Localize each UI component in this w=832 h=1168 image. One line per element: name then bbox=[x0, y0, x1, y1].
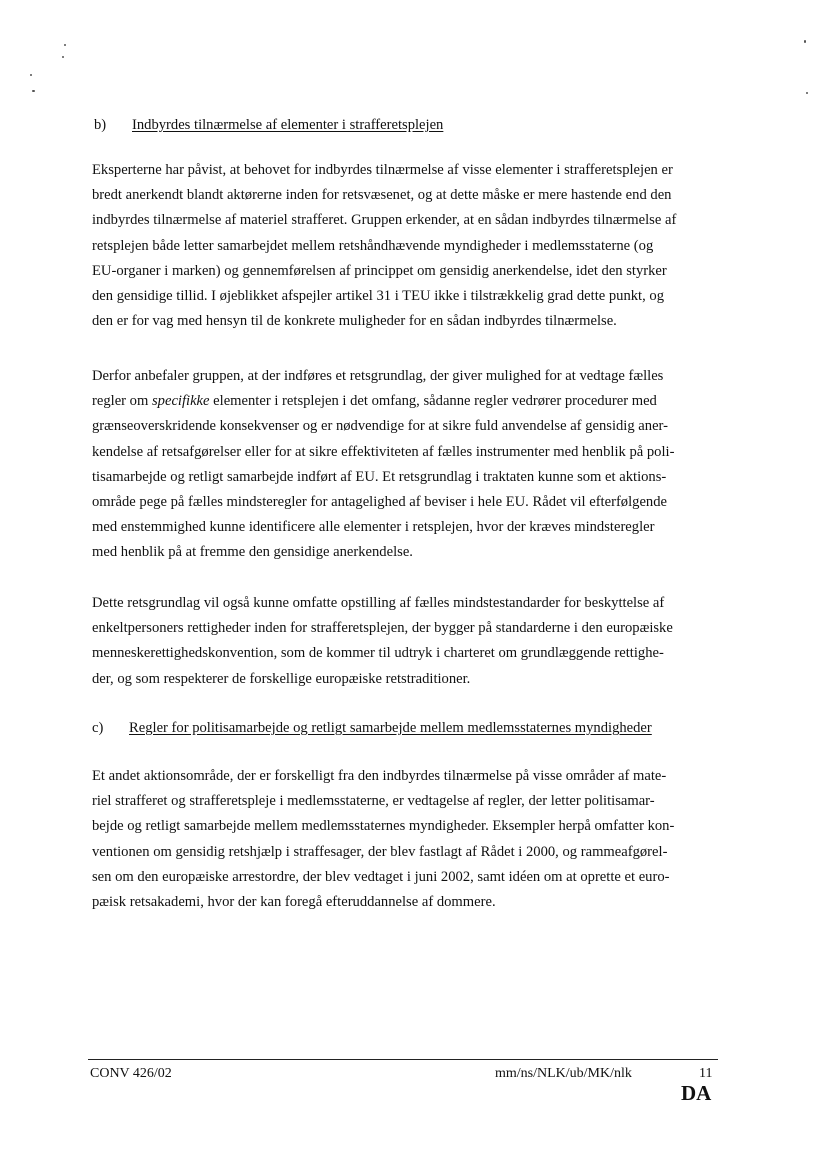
text-line: kendelse af retsafgørelser eller for at sikre effektiviteten af fælles instrumenter med henblik på poli- bbox=[92, 443, 675, 460]
scan-speck bbox=[62, 56, 64, 58]
section-b-paragraph-3 bbox=[92, 591, 740, 692]
text-line: Dette retsgrundlag vil også kunne omfatte opstilling af fælles mindstestandarder for beskyttelse af bbox=[92, 595, 665, 611]
section-c-number: c) bbox=[92, 720, 104, 736]
scan-speck bbox=[806, 92, 808, 94]
text-fragment: elementer i retsplejen i det omfang, sådanne regler vedrører procedurer med bbox=[213, 393, 657, 410]
footer-doc-ref: CONV 426/02 bbox=[90, 1066, 172, 1081]
text-line: Et andet aktionsområde, der er forskelligt fra den indbyrdes tilnærmelse på visse områder af mate- bbox=[92, 768, 667, 784]
text-line: pæisk retsakademi, hvor der kan foregå efteruddannelse af dommere. bbox=[92, 894, 496, 911]
section-b-paragraph-1 bbox=[92, 158, 740, 334]
section-c-title: Regler for politisamarbejde og retligt samarbejde mellem medlemsstaternes myndigheder bbox=[129, 720, 652, 736]
text-line: område pege på fælles mindsteregler for antagelighed af beviser i hele EU. Rådet vil efterfølgende bbox=[92, 494, 668, 511]
scan-speck bbox=[804, 40, 806, 43]
footer-page-number: 11 bbox=[699, 1066, 713, 1081]
scan-speck bbox=[30, 74, 32, 76]
scan-speck bbox=[32, 90, 35, 92]
text-line: retsplejen både letter samarbejdet mellem retshåndhævende myndigheder i medlemsstaterne (og bbox=[92, 237, 654, 254]
text-line: den er for vag med hensyn til de konkrete muligheder for en sådan indbyrdes tilnærmelse. bbox=[92, 313, 617, 330]
text-line: den gensidige tillid. I øjeblikket afspejler artikel 31 i TEU ikke i tilstrækkelig grad dette punkt, og bbox=[92, 288, 665, 305]
text-line: der, og som respekterer de forskellige europæiske retstraditioner. bbox=[92, 670, 471, 687]
text-line: ventionen om gensidig retshjælp i straffesager, der blev fastlagt af Rådet i 2000, og rammeafgørel- bbox=[92, 843, 668, 860]
text-line: indbyrdes tilnærmelse af materiel strafferet. Gruppen erkender, at en sådan indbyrdes tilnærmelse af bbox=[92, 212, 677, 229]
text-line: Eksperterne har påvist, at behovet for indbyrdes tilnærmelse af visse elementer i strafferetsplejen er bbox=[92, 162, 673, 178]
text-line: bejde og retligt samarbejde mellem medlemsstaternes myndigheder. Eksempler herpå omfatter kon- bbox=[92, 818, 675, 835]
text-line: enkeltpersoners rettigheder inden for strafferetsplejen, der bygger på standarderne i den europæiske bbox=[92, 620, 673, 637]
scan-speck bbox=[64, 44, 66, 46]
text-line: bredt anerkendt blandt aktørerne inden for retsvæsenet, og at dette måske er mere hastende end den bbox=[92, 187, 672, 204]
text-fragment: regler om bbox=[92, 393, 152, 410]
footer-divider bbox=[88, 1059, 718, 1060]
text-line: med enstemmighed kunne identificere alle elementer i retsplejen, hvor der kræves mindsteregler bbox=[92, 519, 655, 536]
text-line: riel strafferet og strafferetspleje i medlemsstaterne, er vedtagelse af regler, der letter politisamar- bbox=[92, 793, 655, 810]
text-line: Derfor anbefaler gruppen, at der indføres et retsgrundlag, der giver mulighed for at vedtage fælles bbox=[92, 368, 664, 384]
italic-emphasis: specifikke bbox=[151, 393, 210, 410]
text-line: sen om den europæiske arrestordre, der blev vedtaget i juni 2002, samt idéen om at oprette et euro- bbox=[92, 868, 670, 885]
text-line-with-italic bbox=[92, 389, 740, 414]
section-b-number: b) bbox=[94, 117, 107, 133]
section-c-paragraph-1 bbox=[92, 764, 740, 915]
footer-initials: mm/ns/NLK/ub/MK/nlk bbox=[495, 1066, 632, 1081]
section-b-heading bbox=[94, 115, 443, 135]
text-line: grænseoverskridende konsekvenser og er nødvendige for at sikre fuld anvendelse af gensidig aner- bbox=[92, 418, 668, 435]
footer-language-code: DA bbox=[681, 1081, 712, 1105]
section-b-paragraph-2 bbox=[92, 364, 740, 566]
text-line: tisamarbejde og retligt samarbejde indført af EU. Et retsgrundlag i traktaten kunne som et aktions- bbox=[92, 468, 667, 485]
section-b-title: Indbyrdes tilnærmelse af elementer i strafferetsplejen bbox=[132, 117, 444, 133]
text-line: EU-organer i marken) og gennemførelsen af princippet om gensidig anerkendelse, idet den styrker bbox=[92, 262, 667, 279]
text-line: menneskerettighedskonvention, som de kommer til udtryk i charteret om grundlæggende rettighe- bbox=[92, 645, 664, 662]
section-c-heading bbox=[92, 718, 652, 738]
text-line: med henblik på at fremme den gensidige anerkendelse. bbox=[92, 544, 413, 561]
